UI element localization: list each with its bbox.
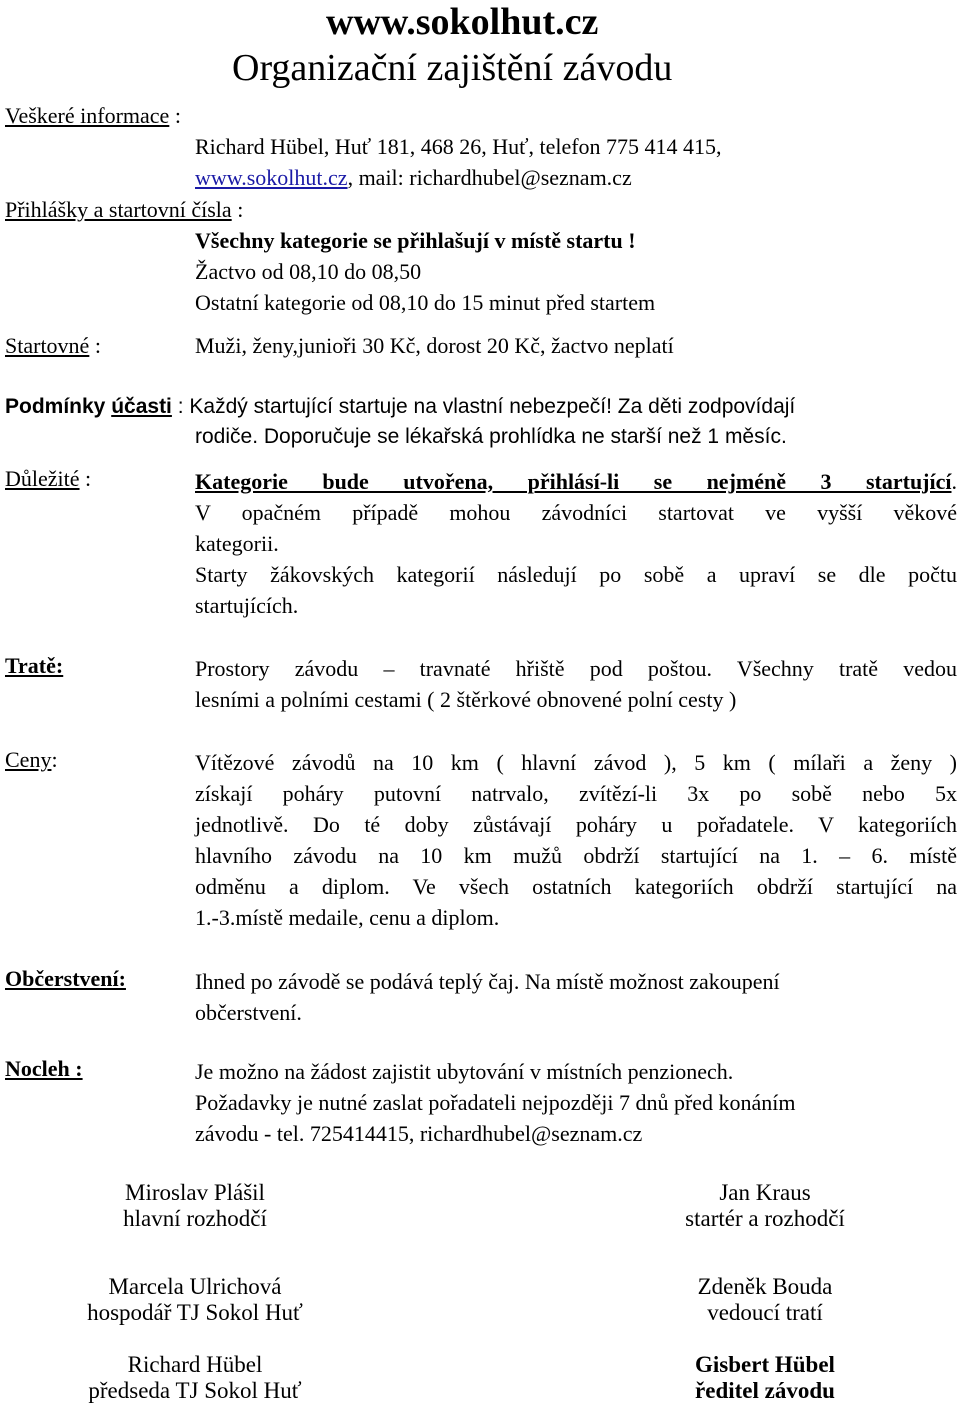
info-label: [5, 103, 181, 129]
signature-ulrichova: [60, 1274, 330, 1326]
important-line-3: kategorii.: [195, 531, 279, 556]
signature-role: ředitel závodu: [695, 1378, 835, 1403]
info-label-text: Veškeré informace: [5, 103, 170, 128]
lodging-block: [195, 1056, 957, 1149]
signature-role: startér a rozhodčí: [685, 1206, 845, 1231]
signature-g-hubel: [630, 1352, 900, 1404]
page-title: Organizační zajištění závodu: [232, 47, 673, 89]
signature-name: Richard Hübel: [127, 1352, 263, 1377]
fee-label-sep: :: [89, 333, 101, 358]
lodging-line-3: závodu - tel. 725414415, richardhubel@seznam.cz: [195, 1121, 643, 1146]
site-url-heading: www.sokolhut.cz: [326, 1, 599, 43]
signature-kraus: [630, 1180, 900, 1232]
important-label: [5, 466, 91, 492]
conditions-label-b: účasti: [111, 395, 172, 418]
fee-label-text: Startovné: [5, 333, 90, 358]
info-label-sep: :: [169, 103, 181, 128]
registration-line-1: Všechny kategorie se přihlašují v místě startu !: [195, 228, 636, 253]
signature-role: předseda TJ Sokol Huť: [88, 1378, 302, 1403]
lodging-line-1: Je možno na žádost zajistit ubytování v místních penzionech.: [195, 1059, 734, 1084]
signature-bouda: [630, 1274, 900, 1326]
prizes-line-3: jednotlivě. Do té doby zůstávají poháry u pořadatele. V kategoriích: [195, 812, 957, 837]
important-line-2: V opačném případě mohou závodníci startovat ve vyšší věkové: [195, 500, 957, 525]
prizes-label: [5, 747, 58, 773]
signature-role: hospodář TJ Sokol Huť: [87, 1300, 303, 1325]
tracks-line-2: lesními a polními cestami ( 2 štěrkové obnovené polní cesty ): [195, 687, 737, 712]
tracks-block: [195, 653, 957, 715]
signature-name: Miroslav Plášil: [125, 1180, 265, 1205]
signature-role: vedoucí tratí: [707, 1300, 823, 1325]
conditions-line-2: rodiče. Doporučuje se lékařská prohlídka ne starší než 1 měsíc.: [195, 425, 787, 448]
prizes-line-1: Vítězové závodů na 10 km ( hlavní závod ), 5 km ( mílaři a ženy ): [195, 750, 957, 775]
important-line-5: startujících.: [195, 593, 299, 618]
prizes-line-2: získají poháry putovní natrvalo, zvítězí-li 3x po sobě nebo 5x: [195, 781, 957, 806]
prizes-line-5: odměnu a diplom. Ve všech ostatních kategoriích obdrží startující na: [195, 874, 957, 899]
important-label-text: Důležité: [5, 466, 80, 491]
conditions-sep: :: [171, 395, 184, 418]
signature-name: Jan Kraus: [719, 1180, 811, 1205]
conditions-label-a: Podmínky: [5, 395, 112, 418]
website-link[interactable]: www.sokolhut.cz: [195, 165, 348, 190]
registration-line-2: Žactvo od 08,10 do 08,50: [195, 259, 422, 284]
refreshments-label: Občerstvení:: [5, 966, 126, 991]
registration-label-sep: :: [231, 197, 244, 222]
lodging-line-2: Požadavky je nutné zaslat pořadateli nejpozději 7 dnů před konáním: [195, 1090, 796, 1115]
prizes-label-sep: :: [51, 747, 58, 772]
lodging-label: Nocleh :: [5, 1056, 83, 1081]
prizes-label-text: Ceny: [5, 747, 52, 772]
signature-plasil: [60, 1180, 330, 1232]
info-web-mail-line: [195, 165, 632, 191]
signature-r-hubel: [50, 1352, 340, 1404]
important-block: [195, 466, 957, 621]
registration-line-3: Ostatní kategorie od 08,10 do 15 minut před startem: [195, 290, 656, 315]
important-label-sep: :: [79, 466, 92, 491]
info-mail: , mail: richardhubel@seznam.cz: [347, 165, 632, 190]
prizes-block: [195, 747, 957, 933]
prizes-line-4: hlavního závodu na 10 km mužů obdrží startující na 1. – 6. místě: [195, 843, 957, 868]
signature-name: Zdeněk Bouda: [697, 1274, 833, 1299]
refreshments-line-1: Ihned po závodě se podává teplý čaj. Na místě možnost zakoupení: [195, 969, 780, 994]
signature-name: Gisbert Hübel: [695, 1352, 835, 1377]
refreshments-line-2: občerstvení.: [195, 1000, 302, 1025]
info-contact-line: Richard Hübel, Huť 181, 468 26, Huť, telefon 775 414 415,: [195, 134, 722, 159]
important-bold-text: Kategorie bude utvořena, přihlásí-li se nejméně 3 startující: [195, 469, 952, 494]
important-bold-line: [195, 466, 957, 497]
refreshments-block: [195, 966, 957, 1028]
important-bold-tail: .: [951, 469, 957, 494]
conditions-line-1: Každý startující startuje na vlastní nebezpečí! Za děti zodpovídají: [189, 395, 796, 418]
important-line-4: Starty žákovských kategorií následují po sobě a upraví se dle počtu: [195, 562, 957, 587]
tracks-line-1: Prostory závodu – travnaté hřiště pod poštou. Všechny tratě vedou: [195, 656, 957, 681]
registration-label-text: Přihlášky a startovní čísla: [5, 197, 232, 222]
signature-role: hlavní rozhodčí: [123, 1206, 267, 1231]
prizes-line-6: 1.-3.místě medaile, cenu a diplom.: [195, 905, 500, 930]
registration-label: [5, 197, 243, 223]
fee-label: [5, 333, 101, 359]
signature-name: Marcela Ulrichová: [108, 1274, 282, 1299]
tracks-label: Tratě:: [5, 653, 64, 678]
fee-text: Muži, ženy,junioři 30 Kč, dorost 20 Kč, žactvo neplatí: [195, 333, 674, 358]
conditions-row: [5, 395, 795, 419]
